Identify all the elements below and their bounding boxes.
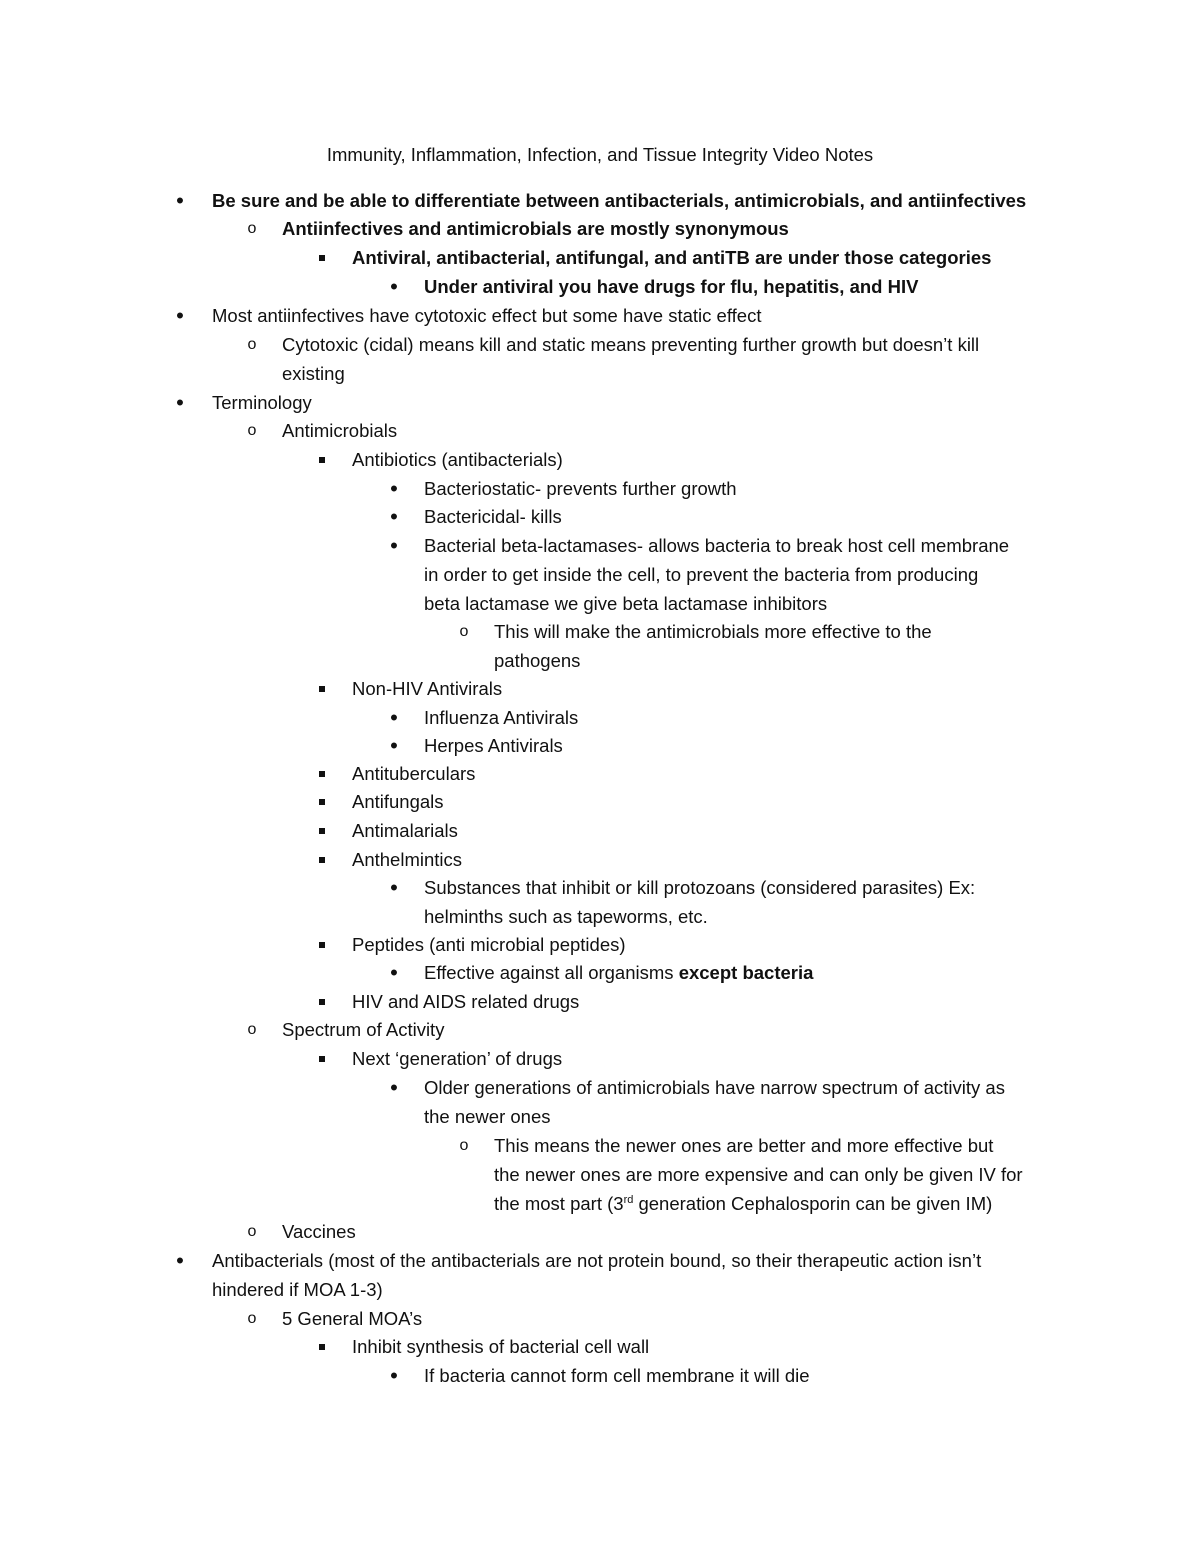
note-line: Vaccines: [282, 1221, 356, 1242]
bullet-square-icon: [312, 674, 332, 703]
note-text: the most part (3: [494, 1193, 624, 1214]
bullet-circle-icon: o: [247, 336, 257, 353]
bullet-disc-icon: [384, 272, 404, 302]
note-line: Antimalarials: [352, 820, 458, 841]
note-line: 5 General MOA’s: [282, 1308, 423, 1329]
note-line: Bacteriostatic- prevents further growth: [424, 478, 737, 499]
note-line: beta lactamase we give beta lactamase inhibitors: [424, 593, 828, 614]
bullet-square-icon: [312, 1332, 332, 1361]
bullet-circle-icon: o: [247, 1021, 257, 1038]
bullet-disc-icon: [384, 474, 404, 504]
note-line: Most antiinfectives have cytotoxic effect but some have static effect: [212, 305, 762, 326]
note-line: Spectrum of Activity: [282, 1019, 445, 1040]
note-line: Antiviral, antibacterial, antifungal, and antiTB are under those categories: [352, 247, 992, 268]
note-line: Herpes Antivirals: [424, 735, 563, 756]
note-line: Be sure and be able to differentiate between antibacterials, antimicrobials, and antiinfectives: [212, 190, 1027, 211]
note-line: Terminology: [212, 392, 312, 413]
note-line: Antibiotics (antibacterials): [352, 449, 563, 470]
bullet-circle-icon: o: [459, 623, 469, 640]
bullet-square-icon: [312, 1044, 332, 1073]
bullet-circle-icon: o: [247, 1310, 257, 1327]
note-line: Influenza Antivirals: [424, 707, 579, 728]
note-line: hindered if MOA 1-3): [212, 1279, 383, 1300]
note-line: Antifungals: [352, 791, 444, 812]
bullet-disc-icon: [384, 1361, 404, 1391]
bullet-circle-icon: o: [459, 1137, 469, 1154]
bullet-circle-icon: o: [247, 220, 257, 237]
bullet-circle-icon: o: [247, 1223, 257, 1240]
bullet-square-icon: [312, 787, 332, 816]
note-line: Peptides (anti microbial peptides): [352, 934, 626, 955]
page-title: Immunity, Inflammation, Infection, and Tissue Integrity Video Notes: [326, 144, 874, 165]
bullet-square-icon: [312, 759, 332, 788]
note-line: Antimicrobials: [282, 420, 398, 441]
note-line: pathogens: [494, 650, 581, 671]
bullet-disc-icon: [384, 502, 404, 532]
note-line: This means the newer ones are better and more effective but: [494, 1135, 994, 1156]
bullet-disc-icon: [170, 388, 190, 418]
note-line: HIV and AIDS related drugs: [352, 991, 580, 1012]
note-line: Antiinfectives and antimicrobials are mostly synonymous: [282, 218, 789, 239]
note-line: If bacteria cannot form cell membrane it will die: [424, 1365, 810, 1386]
bullet-disc-icon: [384, 731, 404, 761]
note-line: helminths such as tapeworms, etc.: [424, 906, 708, 927]
note-line: [424, 958, 813, 987]
note-line: the newer ones: [424, 1106, 551, 1127]
note-line: Substances that inhibit or kill protozoans (considered parasites) Ex:: [424, 877, 976, 898]
bullet-square-icon: [312, 243, 332, 272]
note-line: Bacterial beta-lactamases- allows bacteria to break host cell membrane: [424, 535, 1010, 556]
bullet-square-icon: [312, 987, 332, 1016]
note-line: Under antiviral you have drugs for flu, hepatitis, and HIV: [424, 276, 919, 297]
note-line: [494, 1189, 992, 1218]
bullet-disc-icon: [170, 186, 190, 216]
bullet-disc-icon: [384, 873, 404, 903]
note-line: Anthelmintics: [352, 849, 463, 870]
note-line: Non-HIV Antivirals: [352, 678, 503, 699]
note-text: generation Cephalosporin can be given IM): [633, 1193, 993, 1214]
bullet-square-icon: [312, 845, 332, 874]
bullet-disc-icon: [384, 1073, 404, 1103]
note-line: the newer ones are more expensive and can only be given IV for: [494, 1164, 1023, 1185]
note-line: Next ‘generation’ of drugs: [352, 1048, 563, 1069]
superscript: rd: [623, 1193, 634, 1206]
bullet-disc-icon: [170, 1246, 190, 1276]
note-text: Effective against all organisms: [424, 962, 679, 983]
note-line: existing: [282, 363, 345, 384]
note-line: This will make the antimicrobials more effective to the: [494, 621, 932, 642]
note-line: Older generations of antimicrobials have narrow spectrum of activity as: [424, 1077, 1005, 1098]
bullet-square-icon: [312, 445, 332, 474]
bullet-disc-icon: [170, 301, 190, 331]
note-line: Inhibit synthesis of bacterial cell wall: [352, 1336, 650, 1357]
note-line: Antituberculars: [352, 763, 476, 784]
note-line: Cytotoxic (cidal) means kill and static means preventing further growth but doesn’t kill: [282, 334, 980, 355]
bullet-disc-icon: [384, 958, 404, 988]
bullet-square-icon: [312, 930, 332, 959]
bullet-circle-icon: o: [247, 422, 257, 439]
note-line: in order to get inside the cell, to prevent the bacteria from producing: [424, 564, 979, 585]
bullet-disc-icon: [384, 531, 404, 561]
bullet-square-icon: [312, 816, 332, 845]
note-emphasis: except bacteria: [678, 962, 814, 983]
bullet-disc-icon: [384, 703, 404, 733]
note-line: Bactericidal- kills: [424, 506, 562, 527]
note-line: Antibacterials (most of the antibacterials are not protein bound, so their therapeutic action isn’t: [212, 1250, 982, 1271]
